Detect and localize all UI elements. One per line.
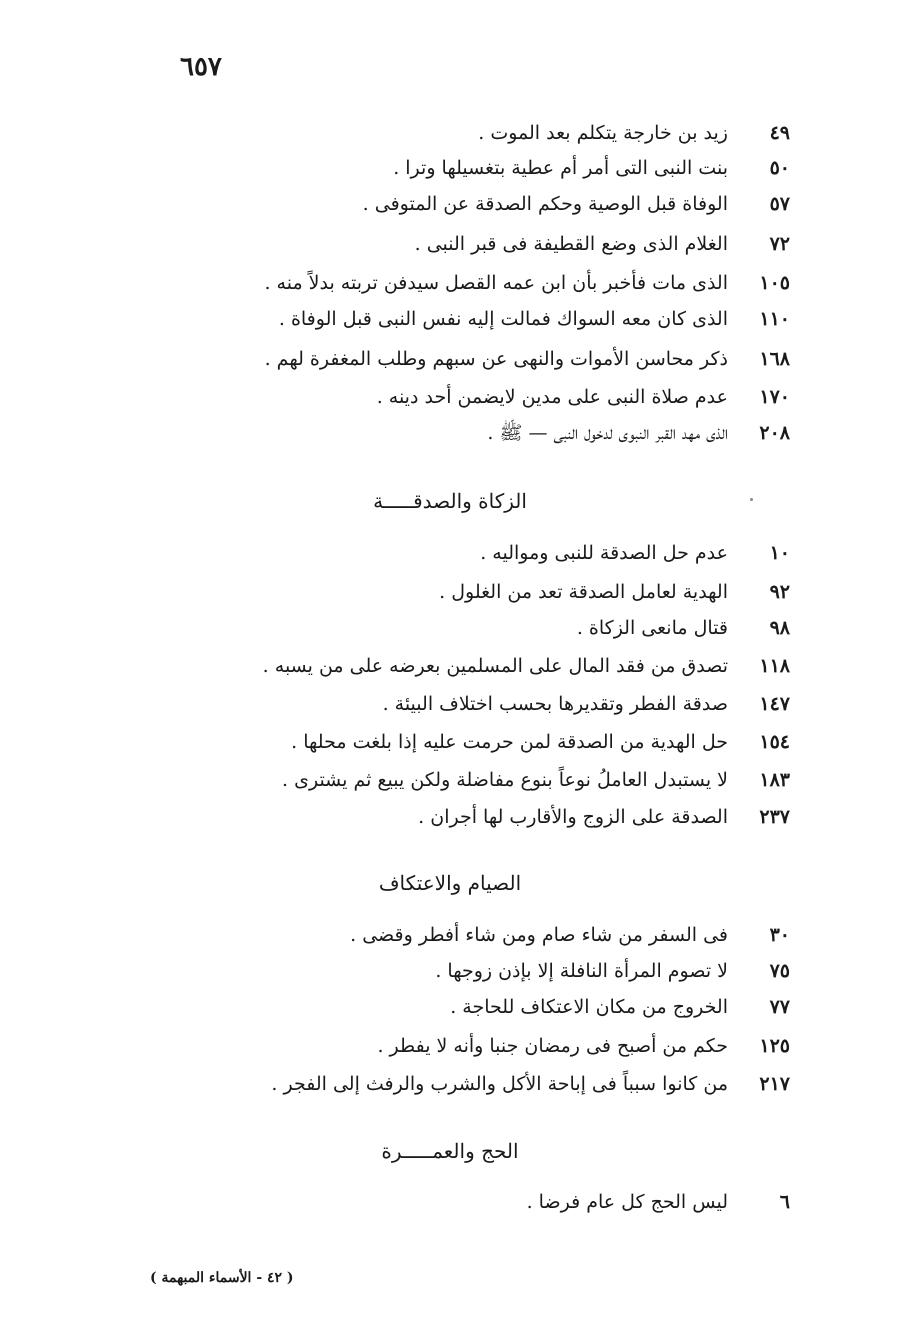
entry-number: ١٧٠ <box>759 386 790 408</box>
entry-text: حكم من أصبح فى رمضان جنبا وأنه لا يفطر . <box>377 1035 728 1057</box>
entry-text: الغلام الذى وضع القطيفة فى قبر النبى . <box>414 233 728 255</box>
section-heading-siyam: الصيام والاعتكاف <box>378 871 522 895</box>
entry-text: عدم حل الصدقة للنبى ومواليه . <box>480 542 728 564</box>
page-number: ٦٥٧ <box>180 52 222 82</box>
entry-number: ١٤٧ <box>759 693 790 715</box>
entry-number: ٣٠ <box>769 924 790 946</box>
index-entry <box>120 800 790 834</box>
index-entry <box>120 575 790 609</box>
entry-text: بنت النبى التى أمر أم عطية بتغسيلها وترا . <box>393 157 728 179</box>
entry-number: ٧٧ <box>769 996 790 1018</box>
index-entry <box>120 416 790 450</box>
entry-text: عدم صلاة النبى على مدين لايضمن أحد دينه . <box>376 386 728 408</box>
entry-text: صدقة الفطر وتقديرها بحسب اختلاف البيئة . <box>382 693 728 715</box>
entry-text: فى السفر من شاء صام ومن شاء أفطر وقضى . <box>350 924 728 946</box>
index-entry <box>120 1067 790 1101</box>
entry-number: ٤٩ <box>769 122 790 144</box>
entry-number: ٥٧ <box>769 193 790 215</box>
entry-text: الخروج من مكان الاعتكاف للحاجة . <box>450 996 728 1018</box>
entry-text: ذكر محاسن الأموات والنهى عن سبهم وطلب المغفرة لهم . <box>264 348 728 370</box>
entry-number: ٩٨ <box>769 617 790 639</box>
entry-text: الصدقة على الزوج والأقارب لها أجران . <box>418 806 728 828</box>
entry-number: ٦ <box>779 1191 790 1213</box>
entry-text: الهدية لعامل الصدقة تعد من الغلول . <box>439 581 728 603</box>
entry-number: ٢٠٨ <box>759 422 790 444</box>
entry-number: ١١٠ <box>759 308 790 330</box>
entry-number: ٧٥ <box>769 960 790 982</box>
entry-number: ١٠٥ <box>759 272 790 294</box>
index-entry <box>120 611 790 645</box>
entry-text: لا تصوم المرأة النافلة إلا بإذن زوجها . <box>435 960 728 982</box>
entry-text: الذى مات فأخبر بأن ابن عمه القصل سيدفن تربته بدلاً منه . <box>264 272 728 294</box>
entry-number: ٥٠ <box>769 157 790 179</box>
entry-text: ليس الحج كل عام فرضا . <box>526 1191 728 1213</box>
entry-text: من كانوا سبباً فى إباحة الأكل والشرب والرفث إلى الفجر . <box>271 1073 728 1095</box>
index-entry <box>120 116 790 150</box>
index-entry <box>120 687 790 721</box>
index-entry <box>120 990 790 1024</box>
entry-number: ٧٢ <box>769 233 790 255</box>
index-entry <box>120 380 790 414</box>
print-speck <box>750 498 753 501</box>
entry-text: الذى مهد القبر النبوى لدخول النبى — ﷺ . <box>487 422 728 444</box>
index-entry <box>120 725 790 759</box>
index-entry <box>120 763 790 797</box>
entry-number: ١٨٣ <box>759 769 790 791</box>
footer-signature: ( ٤٢ - الأسماء المبهمة ) <box>150 1270 294 1286</box>
entry-text: قتال مانعى الزكاة . <box>576 617 728 639</box>
index-entry <box>120 342 790 376</box>
entry-number: ٢٣٧ <box>759 806 790 828</box>
section-heading-hajj: الحج والعمـــــرة <box>381 1139 519 1163</box>
entry-text: لا يستبدل العاملُ نوعاً بنوع مفاضلة ولكن يبيع ثم يشترى . <box>282 769 728 791</box>
entry-number: ١٠ <box>769 542 790 564</box>
entry-text: حل الهدية من الصدقة لمن حرمت عليه إذا بلغت محلها . <box>291 731 728 753</box>
index-entry <box>120 536 790 570</box>
entry-number: ١٥٤ <box>759 731 790 753</box>
index-entry <box>120 1185 790 1219</box>
section-heading-zakat: الزكاة والصدقـــــة <box>373 489 527 513</box>
index-entry <box>120 1029 790 1063</box>
entry-text: تصدق من فقد المال على المسلمين بعرضه على من يسبه . <box>262 655 728 677</box>
entry-number: ١٢٥ <box>759 1035 790 1057</box>
index-entry <box>120 302 790 336</box>
entry-text: زيد بن خارجة يتكلم بعد الموت . <box>478 122 728 144</box>
index-entry <box>120 187 790 221</box>
entry-text: الذى كان معه السواك فمالت إليه نفس النبى قبل الوفاة . <box>278 308 728 330</box>
entry-number: ٢١٧ <box>759 1073 790 1095</box>
index-entry <box>120 151 790 185</box>
entry-number: ١٦٨ <box>759 348 790 370</box>
entry-number: ٩٢ <box>769 581 790 603</box>
index-entry <box>120 266 790 300</box>
index-entry <box>120 918 790 952</box>
index-entry <box>120 227 790 261</box>
entry-text: الوفاة قبل الوصية وحكم الصدقة عن المتوفى . <box>362 193 728 215</box>
entry-number: ١١٨ <box>759 655 790 677</box>
index-entry <box>120 649 790 683</box>
index-entry <box>120 954 790 988</box>
